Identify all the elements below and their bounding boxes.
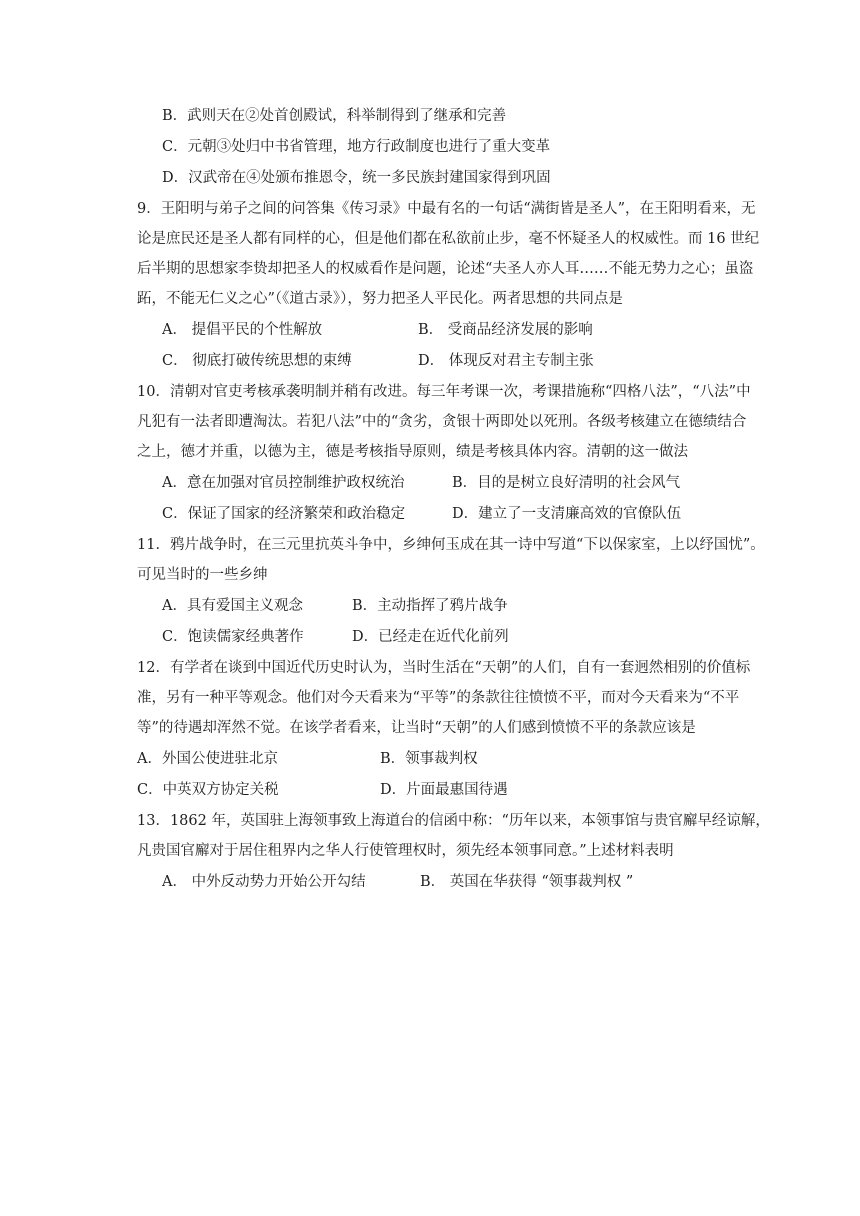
q13-stem-line: 凡贵国官廨对于居住租界内之华人行使管理权时，须先经本领事同意。”上述材料表明 [137, 843, 674, 859]
q9-stem-line: 9．王阳明与弟子之间的问答集《传习录》中最有名的一句话“满街皆是圣人”，在王阳明看来，无 [137, 201, 756, 217]
q9-stem-line: 后半期的思想家李贽却把圣人的权威看作是问题，论述“夫圣人亦人耳……不能无势力之心；虽盗 [137, 261, 754, 277]
q9-option-a: A． 提倡平民的个性解放 [162, 322, 323, 338]
q12-stem-line: 准，另有一种平等观念。他们对今天看来为“平等”的条款往往愤愤不平，而对今天看来为“不平 [137, 690, 740, 706]
q13-stem-line: 13．1862 年，英国驻上海领事致上海道台的信函中称：“历年以来，本领事馆与贵官廨早经谅解， [137, 813, 770, 829]
q8-option-c: C．元朝③处归中书省管理，地方行政制度也进行了重大变革 [162, 139, 551, 155]
q11-option-c: C．饱读儒家经典著作 [162, 629, 304, 645]
q10-option-c: C．保证了国家的经济繁荣和政治稳定 [162, 506, 406, 522]
q13-option-b: B． 英国在华获得 “领事裁判权 ” [420, 874, 634, 890]
q9-stem-line: 跖，不能无仁义之心”（《道古录》），努力把圣人平民化。两者思想的共同点是 [137, 291, 623, 307]
q11-stem-line: 可见当时的一些乡绅 [137, 567, 268, 583]
q10-stem-line: 10．清朝对官吏考核承袭明制并稍有改进。每三年考课一次，考课措施称“四格八法”，“八法”中 [137, 384, 751, 400]
q10-option-d: D．建立了一支清廉高效的官僚队伍 [452, 506, 682, 522]
q9-option-c: C． 彻底打破传统思想的束缚 [162, 353, 352, 369]
q13-option-a: A． 中外反动势力开始公开勾结 [162, 874, 366, 890]
q11-option-a: A．具有爱国主义观念 [162, 598, 303, 614]
q12-option-b: B．领事裁判权 [380, 751, 478, 767]
q10-stem-line: 凡犯有一法者即遭淘汰。若犯八法”中的“贪劣，贪银十两即处以死刑。各级考核建立在德绩结合 [137, 414, 747, 430]
q8-option-d: D．汉武帝在④处颁布推恩令，统一多民族封建国家得到巩固 [162, 170, 551, 186]
q12-option-c: C．中英双方协定关税 [137, 782, 279, 798]
q10-stem-line: 之上，德才并重，以德为主，德是考核指导原则，绩是考核具体内容。清朝的这一做法 [137, 444, 688, 460]
q9-stem-line: 论是庶民还是圣人都有同样的心，但是他们都在私欲前止步，毫不怀疑圣人的权威性。而 16 世纪 [137, 231, 760, 247]
q11-option-b: B．主动指挥了鸦片战争 [352, 598, 508, 614]
q11-stem-line: 11．鸦片战争时，在三元里抗英斗争中，乡绅何玉成在其一诗中写道“下以保家室，上以纾国忧”。 [137, 537, 765, 553]
q9-option-d: D． 体现反对君主专制主张 [418, 353, 594, 369]
q12-stem-line: 12．有学者在谈到中国近代历史时认为，当时生活在“天朝”的人们，自有一套迥然相别的价值标 [137, 660, 751, 676]
q11-option-d: D．已经走在近代化前列 [352, 629, 509, 645]
q12-option-d: D．片面最惠国待遇 [380, 782, 508, 798]
q12-stem-line: 等”的待遇却浑然不觉。在该学者看来，让当时“天朝”的人们感到愤愤不平的条款应该是 [137, 720, 696, 736]
q9-option-b: B． 受商品经济发展的影响 [418, 322, 593, 338]
q12-option-a: A．外国公使进驻北京 [137, 751, 278, 767]
q10-option-a: A．意在加强对官员控制维护政权统治 [162, 475, 405, 491]
q8-option-b: B．武则天在②处首创殿试，科举制得到了继承和完善 [162, 108, 507, 124]
q10-option-b: B．目的是树立良好清明的社会风气 [452, 475, 681, 491]
